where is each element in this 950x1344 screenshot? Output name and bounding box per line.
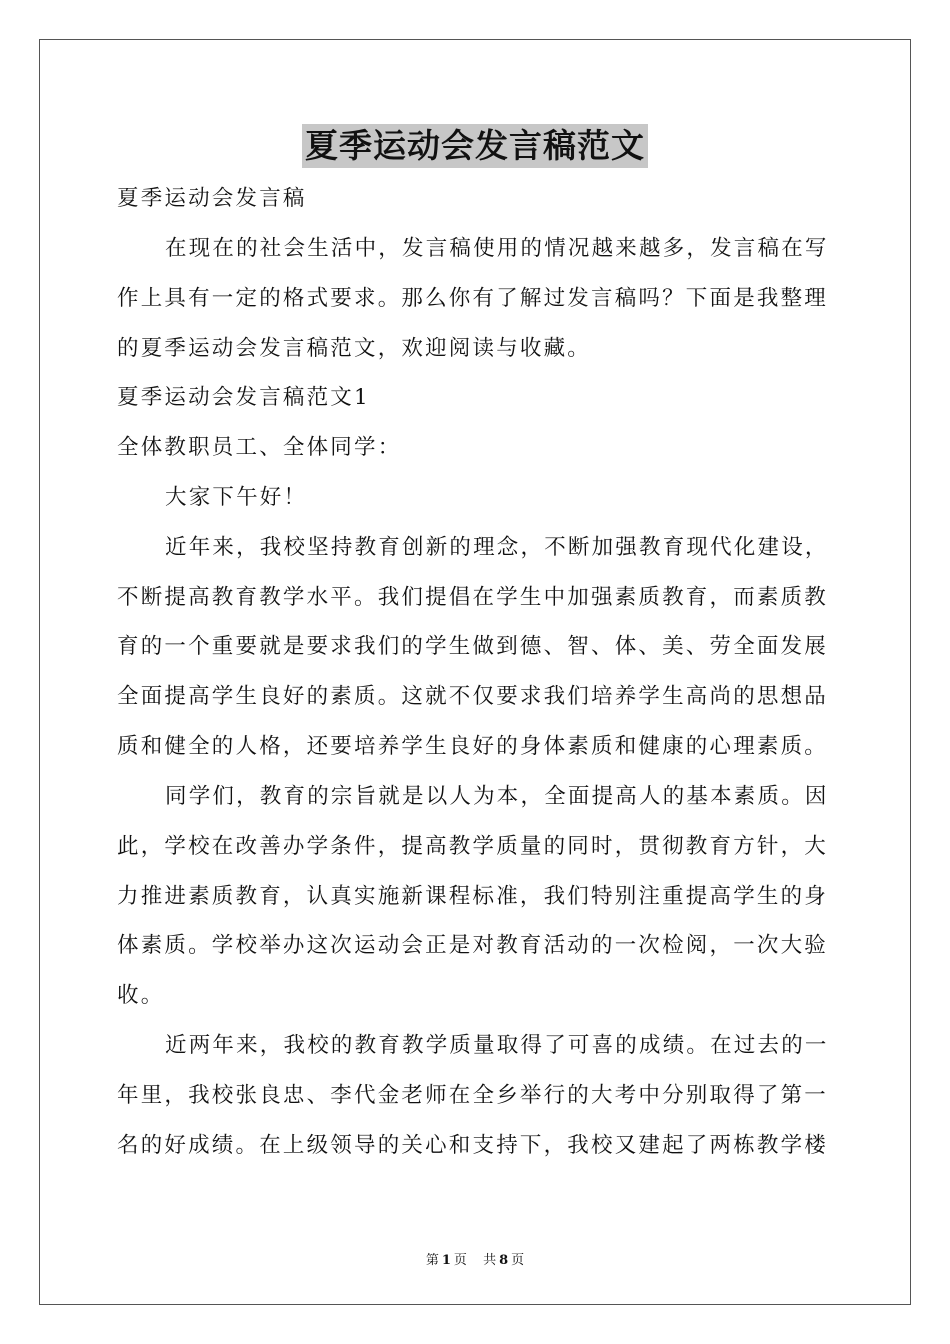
total-pages: 8 [499,1253,509,1268]
total-indicator [480,1253,527,1268]
text-line: 不断提高教育教学水平。我们提倡在学生中加强素质教育，而素质教 [117,585,829,610]
text-line: 名的好成绩。在上级领导的关心和支持下，我校又建起了两栋教学楼 [117,1133,829,1158]
text-line: 力推进素质教育，认真实施新课程标准，我们特别注重提高学生的身 [117,884,829,909]
subtitle-line: 夏季运动会发言稿 [117,186,307,211]
text-line: 此，学校在改善办学条件，提高教学质量的同时，贯彻教育方针，大 [117,834,829,859]
text-line: 的夏季运动会发言稿范文，欢迎阅读与收藏。 [117,336,592,361]
text-line: 育的一个重要就是要求我们的学生做到德、智、体、美、劳全面发展 [117,634,829,659]
text-line: 在现在的社会生活中，发言稿使用的情况越来越多，发言稿在写 [165,236,829,261]
document-title: 夏季运动会发言稿范文 [302,124,648,168]
text-line: 年里，我校张良忠、李代金老师在全乡举行的大考中分别取得了第一 [117,1083,829,1108]
page-footer [0,1249,950,1268]
text-line: 体素质。学校举办这次运动会正是对教育活动的一次检阅，一次大验 [117,933,829,958]
page-number: 1 [441,1253,451,1268]
page-indicator [423,1253,470,1268]
salutation-line: 全体教职员工、全体同学： [117,435,402,460]
title-container [0,124,950,168]
section-heading: 夏季运动会发言稿范文1 [117,385,370,410]
text-line: 全面提高学生良好的素质。这就不仅要求我们培养学生高尚的思想品 [117,684,829,709]
page-border [39,39,911,1305]
text-line: 近年来，我校坚持教育创新的理念，不断加强教育现代化建设， [165,535,829,560]
text-line: 同学们，教育的宗旨就是以人为本，全面提高人的基本素质。因 [165,784,829,809]
greeting-line: 大家下午好！ [165,485,308,510]
page-prefix: 第 [425,1253,439,1268]
text-line: 质和健全的人格，还要培养学生良好的身体素质和健康的心理素质。 [117,734,829,759]
text-line: 近两年来，我校的教育教学质量取得了可喜的成绩。在过去的一 [165,1033,829,1058]
text-line: 作上具有一定的格式要求。那么你有了解过发言稿吗？下面是我整理 [117,286,829,311]
page-suffix: 页 [453,1253,467,1268]
text-line: 收。 [117,983,165,1008]
total-prefix: 共 [483,1253,497,1268]
total-suffix: 页 [511,1253,525,1268]
